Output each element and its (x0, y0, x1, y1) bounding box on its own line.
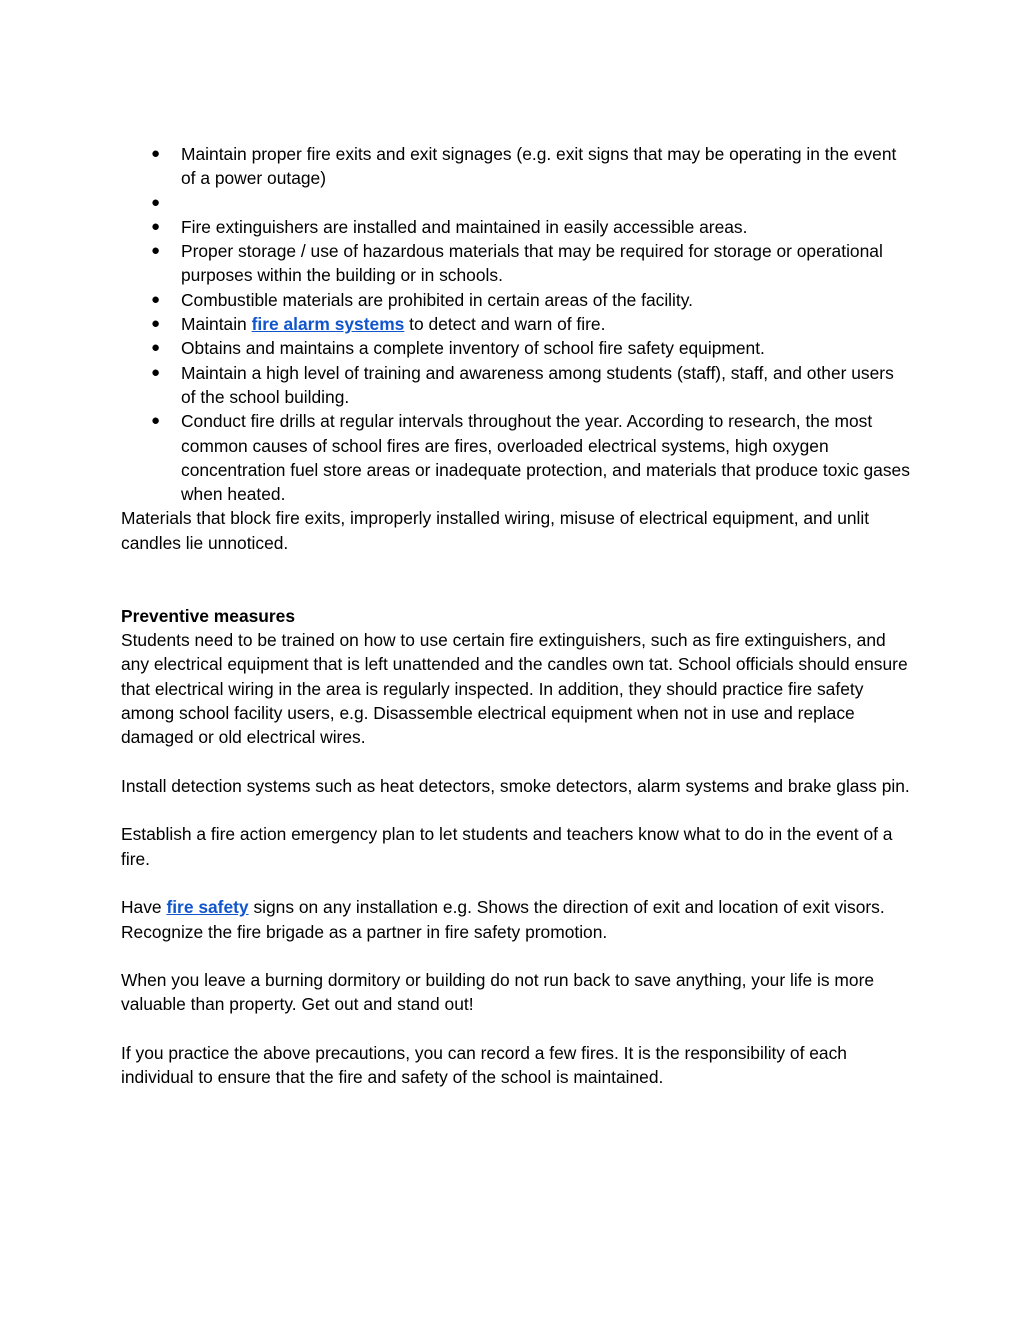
bullet-icon: ● (151, 193, 161, 211)
section-heading: Preventive measures (121, 605, 296, 626)
list-item-text: Conduct fire drills at regular intervals throughout the year. According to research, the most common causes of school fires are fires, overloaded electrical systems, high oxygen concentration fuel store areas or inadequate protection, and materials that produce toxic gases when heated. (181, 411, 910, 505)
paragraph-text-after-link: signs on any installation e.g. Shows the direction of exit and location of exit visors. (248, 897, 885, 918)
fire-alarm-systems-link[interactable]: fire alarm systems (251, 314, 405, 335)
paragraph-signs (121, 895, 911, 919)
list-item-text: Maintain proper fire exits and exit signages (e.g. exit signs that may be operating in the event of a power outage) (181, 144, 897, 189)
fire-safety-link[interactable]: fire safety (166, 897, 249, 918)
bullet-icon: ● (151, 315, 161, 333)
spacer (121, 871, 911, 895)
paragraph-text-before-link: Have (121, 897, 167, 918)
list-item-text: Proper storage / use of hazardous materials that may be required for storage or operational purposes within the building or in schools. (181, 241, 883, 286)
spacer (121, 944, 911, 968)
list-item (121, 191, 911, 215)
paragraph-after-list: Materials that block fire exits, improperly installed wiring, misuse of electrical equipment, and unlit candles lie unnoticed. (121, 508, 870, 553)
document-page (121, 142, 911, 1090)
list-item-text: Fire extinguishers are installed and maintained in easily accessible areas. (181, 216, 748, 237)
bullet-icon: ● (151, 339, 161, 357)
list-item-text: Obtains and maintains a complete inventory of school fire safety equipment. (181, 338, 765, 359)
paragraph-fire-brigade: Recognize the fire brigade as a partner in fire safety promotion. (121, 921, 608, 942)
spacer (121, 798, 911, 822)
list-item (121, 312, 911, 336)
bullet-icon: ● (151, 145, 161, 162)
bullet-icon: ● (151, 363, 161, 381)
paragraph-conclusion: If you practice the above precautions, you can record a few fires. It is the responsibility of each individual to ensure that the fire and safety of the school is maintained. (121, 1042, 847, 1088)
list-item (121, 239, 911, 288)
list-item-text-after-link: to detect and warn of fire. (404, 314, 606, 335)
paragraph-emergency-plan: Establish a fire action emergency plan to let students and teachers know what to do in the event of a fire. (121, 824, 893, 869)
spacer (121, 555, 911, 604)
list-item (121, 288, 911, 312)
list-item-text: Maintain a high level of training and awareness among students (staff), staff, and other users of the school building. (181, 362, 894, 407)
spacer (121, 1017, 911, 1041)
list-item (121, 336, 911, 360)
bullet-icon: ● (151, 412, 161, 430)
list-item (121, 409, 911, 506)
list-item-text-before-link: Maintain (181, 314, 252, 335)
fire-safety-list (121, 142, 911, 506)
spacer (121, 749, 911, 773)
bullet-icon: ● (151, 217, 161, 235)
bullet-icon: ● (151, 242, 161, 260)
list-item (121, 361, 911, 410)
list-item (121, 142, 911, 191)
bullet-icon: ● (151, 290, 161, 308)
paragraph-detection: Install detection systems such as heat detectors, smoke detectors, alarm systems and brake glass pin. (121, 775, 910, 796)
list-item-text: Combustible materials are prohibited in certain areas of the facility. (181, 289, 693, 310)
paragraph-training: Students need to be trained on how to use certain fire extinguishers, such as fire extinguishers, and any electrical equipment that is left unattended and the candles own tat. School officials should ensure that electrical wiring in the area is regularly inspected. In addition, they should practice fire safety among school facility users, e.g. Disassemble electrical equipment when not in use and replace damaged or old electrical wires. (121, 629, 908, 748)
list-item (121, 215, 911, 239)
paragraph-leave-building: When you leave a burning dormitory or building do not run back to save anything, your life is more valuable than property. Get out and stand out! (121, 970, 875, 1015)
